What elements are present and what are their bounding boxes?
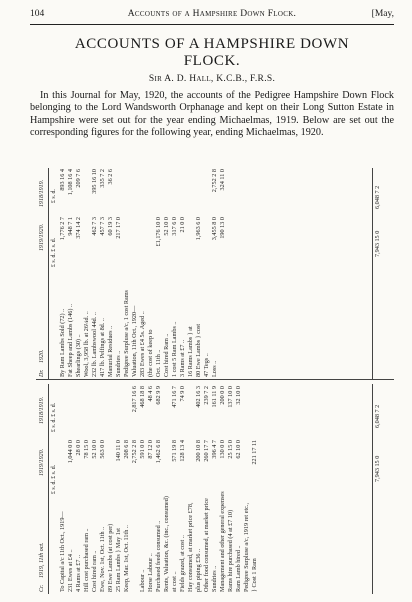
debit-row bbox=[107, 168, 115, 379]
debit-label: 1 cost 5 Ram Lambs .. bbox=[171, 321, 178, 377]
credit-row bbox=[219, 384, 227, 594]
credit-row bbox=[67, 384, 75, 594]
credit-row bbox=[147, 384, 155, 594]
issue-label: [May, bbox=[371, 9, 394, 19]
credit-label: Rams hire purchased (4 at £7 10) bbox=[227, 509, 234, 592]
credit-amount-1: 200 10 8 bbox=[195, 440, 202, 462]
title-line-1: ACCOUNTS OF A HAMPSHIRE DOWN bbox=[74, 36, 350, 52]
credit-amount-1: 25 15 0 bbox=[227, 440, 234, 459]
credit-amount-1: 87 12 0 bbox=[147, 440, 154, 459]
debit-amount-2: 893 16 4 bbox=[59, 169, 66, 191]
debit-rows bbox=[59, 168, 227, 379]
credit-amount-1: 128 13 4 bbox=[179, 440, 186, 462]
debit-year-label: 1920. bbox=[39, 349, 45, 363]
debit-row bbox=[83, 168, 91, 379]
credit-label: Horse Labour .. bbox=[147, 553, 154, 592]
debit-row bbox=[59, 168, 67, 379]
credit-col2-head: 1918/1919. bbox=[39, 396, 45, 424]
debit-side bbox=[36, 168, 394, 380]
debit-units-2: £ s. d. bbox=[51, 189, 57, 203]
debit-amount-2: 395 16 10 bbox=[91, 169, 98, 194]
debit-amount-1: 374 14 2 bbox=[75, 217, 82, 239]
debit-units bbox=[49, 168, 59, 379]
debit-amount-1: 217 17 0 bbox=[115, 217, 122, 239]
credit-row bbox=[123, 384, 131, 594]
credit-row bbox=[115, 384, 123, 594]
debit-amount-1: 1,963 6 0 bbox=[195, 217, 202, 241]
credit-row bbox=[139, 384, 147, 594]
credit-amount-1: 571 19 8 bbox=[171, 440, 178, 462]
credit-label: 89 Ewe Lambs (at cost per) bbox=[107, 523, 114, 592]
debit-header bbox=[36, 168, 49, 379]
debit-row bbox=[179, 168, 187, 379]
credit-amount-1: 140 11 0 bbox=[115, 440, 122, 462]
debit-amount-1: 60 19 3 bbox=[107, 217, 114, 236]
debit-total-1: 7,943 15 0 bbox=[374, 230, 381, 257]
credit-label: Pedigree Surpluse a/c, 1919 ret etc., bbox=[243, 502, 250, 592]
credit-amount-2: 161 11 9 bbox=[211, 386, 218, 408]
debit-row bbox=[195, 168, 203, 379]
debit-side-label: Dr. bbox=[39, 369, 45, 377]
debit-label: By Ram Lambs Sold (72) .. bbox=[59, 308, 66, 377]
credit-side bbox=[36, 384, 394, 594]
credit-amount-1: 208 6 8 bbox=[123, 440, 130, 459]
credit-row bbox=[171, 384, 179, 594]
credit-amount-2: 471 16 7 bbox=[171, 386, 178, 408]
credit-row bbox=[83, 384, 91, 594]
debit-label: Cost hired Ram .. bbox=[163, 333, 170, 377]
credit-total-2: 6,048 7 2 bbox=[374, 404, 381, 428]
debit-label: 3 Rams at £7 .. bbox=[179, 339, 186, 377]
credit-label: Other food consumed, at market price bbox=[203, 498, 210, 592]
credit-row bbox=[243, 384, 251, 594]
credit-total-1: 7,943 15 0 bbox=[374, 455, 381, 482]
debit-row bbox=[219, 168, 227, 379]
credit-amount-1: 1,044 0 0 bbox=[67, 440, 74, 464]
credit-year-label: 1919, 11th oct. bbox=[39, 542, 45, 578]
debit-amount-1: 1,776 2 7 bbox=[59, 217, 66, 241]
debit-col2-head: 1918/1919. bbox=[39, 179, 45, 207]
credit-label: 4 Rams at £7 .. bbox=[75, 554, 82, 592]
running-title: Accounts of a Hampshire Down Flock. bbox=[127, 9, 297, 19]
debit-col1-head: 1919/1920. bbox=[39, 223, 45, 251]
debit-amount-1: 457 7 3 bbox=[99, 217, 106, 236]
credit-label: Sundries .. bbox=[211, 565, 218, 592]
credit-label: To Capital a/c 11th Oct., 1919— bbox=[59, 511, 66, 592]
debit-amount-1: 948 7 1 bbox=[67, 217, 74, 236]
credit-col1-head: 1919/1920. bbox=[39, 448, 45, 476]
debit-row bbox=[203, 168, 211, 379]
credit-label: Hill cost purchased ram .. bbox=[83, 528, 90, 592]
debit-row bbox=[131, 168, 139, 379]
credit-label: } Cost 1 Ram bbox=[251, 558, 258, 592]
credit-rows bbox=[59, 384, 259, 594]
debit-row bbox=[187, 168, 195, 379]
debit-label: 80 Ewe Lambs } cost bbox=[195, 323, 202, 377]
debit-row bbox=[115, 168, 123, 379]
credit-amount-1: 62 10 0 bbox=[235, 440, 242, 459]
article-title bbox=[30, 36, 394, 70]
credit-label: Management and other general expenses bbox=[219, 491, 226, 592]
credit-header bbox=[36, 384, 49, 594]
debit-label: Fat Sheep and Lambs (146) .. bbox=[67, 303, 74, 377]
credit-label: at cost .. bbox=[171, 571, 178, 592]
credit-amount-2: 2,817 16 6 bbox=[131, 386, 138, 413]
credit-label: plus piping £36 .. bbox=[195, 548, 202, 592]
debit-row bbox=[163, 168, 171, 379]
running-header bbox=[30, 9, 394, 21]
credit-amount-2: 48 4 6 bbox=[147, 386, 154, 402]
credit-row bbox=[211, 384, 219, 594]
debit-label: Valuation, 11th Oct., 1920— bbox=[131, 305, 138, 377]
credit-row bbox=[227, 384, 235, 594]
debit-label: Sundries .. bbox=[115, 350, 122, 377]
debit-amount-1: 21 0 0 bbox=[179, 217, 186, 233]
credit-label: 231 Ewes at £4 .. bbox=[67, 549, 74, 592]
credit-amount-2: 74 9 0 bbox=[179, 386, 186, 402]
accounts-table bbox=[36, 168, 394, 594]
debit-row bbox=[75, 168, 83, 379]
credit-units-2: £ s. d. £ s. d. bbox=[51, 402, 57, 432]
credit-label: Ewe, Nov. 1st, Oct. 11th .. bbox=[99, 526, 106, 592]
debit-label: Pedigree Surpluse a/c, 1 cost Rams bbox=[123, 290, 130, 377]
debit-label: Wool, 3,958 lb. at 26¼d. .. bbox=[83, 311, 90, 377]
debit-label: Shearlings (30) .. bbox=[75, 334, 82, 377]
debit-amount-2: 2,752 2 8 bbox=[211, 169, 218, 193]
debit-amount-2: 335 7 2 bbox=[99, 169, 106, 188]
credit-amount-1: 78 15 0 bbox=[83, 440, 90, 459]
credit-amount-1: 221 17 11 bbox=[251, 440, 258, 465]
page-number: 104 bbox=[30, 9, 45, 19]
debit-label: 417 lb. Pelfings at 8d. .. bbox=[99, 318, 106, 377]
rotated-table bbox=[36, 168, 394, 594]
credit-label: Fields grazed, at cost .. bbox=[179, 535, 186, 592]
credit-amount-2: 200 0 0 bbox=[219, 386, 226, 405]
credit-amount-1: 130 0 0 bbox=[219, 440, 226, 459]
debit-amount-1: 462 7 3 bbox=[91, 217, 98, 236]
credit-row bbox=[131, 384, 139, 594]
debit-label: (the cost of keep to bbox=[147, 329, 154, 377]
debit-totals bbox=[372, 168, 383, 379]
debit-amount-1: 3,455 8 0 bbox=[211, 217, 218, 241]
debit-amount-1: 317 6 0 bbox=[171, 217, 178, 236]
credit-row bbox=[187, 384, 195, 594]
credit-amount-2: 137 10 0 bbox=[227, 386, 234, 408]
credit-label: Hay consumed, at market price £78, bbox=[187, 502, 194, 592]
credit-label: Purchased feeds consumed .. bbox=[155, 520, 162, 592]
credit-row bbox=[59, 384, 67, 594]
credit-label: 25 Ram Lambs } May 1st bbox=[115, 528, 122, 592]
credit-row bbox=[179, 384, 187, 594]
credit-row bbox=[235, 384, 243, 594]
debit-label: Oct. 11th .. bbox=[155, 349, 162, 377]
debit-amount-2: 1,108 16 4 bbox=[67, 169, 74, 196]
credit-units bbox=[49, 384, 59, 594]
credit-row bbox=[107, 384, 115, 594]
credit-side-label: Cr. bbox=[39, 584, 45, 592]
debit-row bbox=[99, 168, 107, 379]
credit-amount-2: 468 18 8 bbox=[139, 386, 146, 408]
debit-label: Manurial Residues .. bbox=[107, 325, 114, 377]
debit-label: 283 Ewes at £4 5s. Aged .. bbox=[139, 311, 146, 377]
credit-row bbox=[195, 384, 203, 594]
credit-amount-1: 591 0 0 bbox=[139, 440, 146, 459]
debit-amount-2: 36 2 6 bbox=[107, 169, 114, 185]
debit-label: 232 lb. Lambswool 44d. .. bbox=[91, 312, 98, 377]
credit-row bbox=[251, 384, 259, 594]
credit-row bbox=[75, 384, 83, 594]
credit-label: Ram Lamb hired .. bbox=[235, 545, 242, 592]
credit-amount-1: 396 4 7 bbox=[211, 440, 218, 459]
credit-amount-1: 52 10 0 bbox=[91, 440, 98, 459]
credit-amount-1: 563 0 0 bbox=[99, 440, 106, 459]
credit-label: Labour .. bbox=[139, 569, 146, 592]
credit-totals bbox=[372, 384, 383, 594]
debit-label: Loss .. bbox=[211, 360, 218, 377]
credit-label: Cost hired ram .. bbox=[91, 550, 98, 592]
credit-row bbox=[163, 384, 171, 594]
credit-row bbox=[203, 384, 211, 594]
debit-label: 47 Tegs .. bbox=[203, 353, 210, 377]
debit-row bbox=[147, 168, 155, 379]
credit-label: Keep, Mar. 1st, Oct. 11th .. bbox=[123, 525, 130, 592]
debit-amount-2: 209 7 6 bbox=[75, 169, 82, 188]
debit-total-2: 6,048 7 2 bbox=[374, 185, 381, 209]
debit-amount-1: £1,176 10 0 bbox=[155, 217, 162, 247]
credit-row bbox=[155, 384, 163, 594]
debit-row bbox=[123, 168, 131, 379]
credit-units-1: £ s. d. £ s. d. bbox=[51, 464, 57, 494]
credit-label: Rents, Valuation, &c. (inc., consumed) bbox=[163, 496, 170, 592]
credit-row bbox=[91, 384, 99, 594]
title-line-2: FLOCK. bbox=[183, 53, 241, 69]
debit-row bbox=[67, 168, 75, 379]
credit-amount-2: 682 9 9 bbox=[155, 386, 162, 405]
debit-amount-2: 324 11 0 bbox=[219, 169, 226, 191]
credit-row bbox=[99, 384, 107, 594]
intro-paragraph: In this Journal for May, 1920, the accounts of the Pedigree Hampshire Down Flock belonging to the Lord Wandsworth Orphanage and kept on their Long Sutton Estate in Hampshire were set out for the year ending Michaelmas, 1919. Below are set out the corresponding figures for the following year, ending Michaelmas, 1920. bbox=[30, 90, 394, 139]
debit-row bbox=[139, 168, 147, 379]
credit-amount-2: 239 7 2 bbox=[203, 386, 210, 405]
credit-amount-2: 402 16 3 bbox=[195, 386, 202, 408]
author-byline: Sir A. D. Hall, K.C.B., F.R.S. bbox=[148, 74, 276, 84]
credit-amount-1: 2,752 2 8 bbox=[131, 440, 138, 464]
credit-amount-1: 260 17 7 bbox=[203, 440, 210, 462]
debit-row bbox=[91, 168, 99, 379]
debit-label: 16 Rams Lambs } at bbox=[187, 326, 194, 377]
debit-amount-1: 52 10 0 bbox=[163, 217, 170, 236]
credit-amount-1: 1,462 6 8 bbox=[155, 440, 162, 464]
debit-units-1: £ s. d. £ s. d. bbox=[51, 237, 57, 267]
header-rule bbox=[30, 24, 394, 25]
credit-amount-1: 28 0 0 bbox=[75, 440, 82, 456]
debit-amount-1: 190 13 0 bbox=[219, 217, 226, 239]
credit-amount-2: 32 10 0 bbox=[235, 386, 242, 405]
debit-row bbox=[171, 168, 179, 379]
debit-row bbox=[155, 168, 163, 379]
debit-row bbox=[211, 168, 219, 379]
